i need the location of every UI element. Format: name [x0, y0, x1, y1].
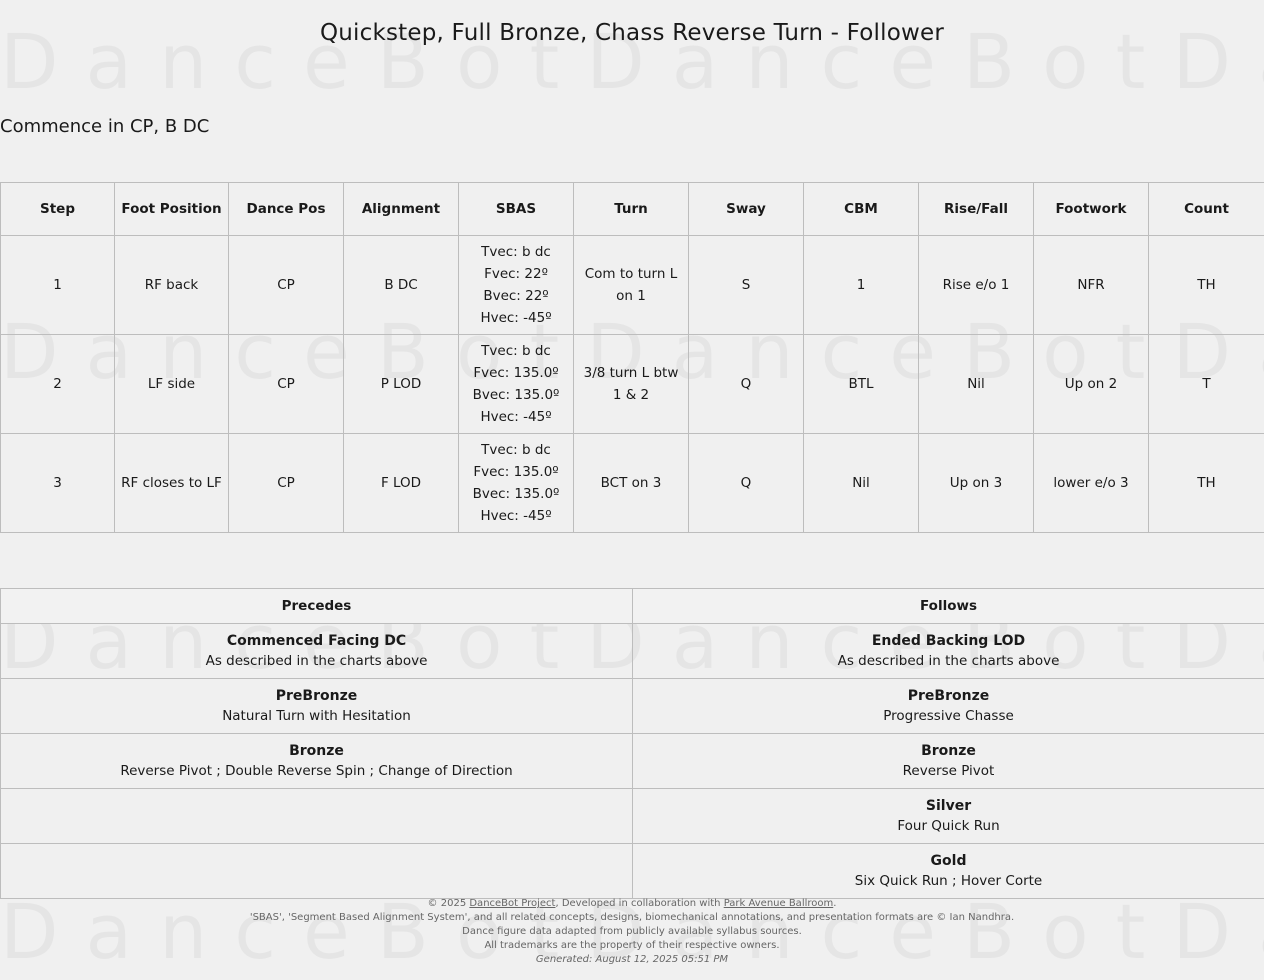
cell-cbm: 1: [804, 236, 919, 335]
precedes-cell: [1, 734, 633, 789]
precedes-level: PreBronze: [2, 686, 631, 706]
header-sbas: SBAS: [459, 183, 574, 236]
footer-generated: Generated: August 12, 2025 05:51 PM: [0, 953, 1264, 967]
sbas-hvec: Hvec: -45º: [463, 406, 569, 428]
follows-level: PreBronze: [634, 686, 1263, 706]
page-title: Quickstep, Full Bronze, Chass Reverse Turn - Follower: [0, 20, 1264, 46]
precedes-figures: As described in the charts above: [2, 651, 631, 671]
header-cbm: CBM: [804, 183, 919, 236]
steps-header-row: [1, 183, 1264, 236]
cell-sbas: [459, 236, 574, 335]
follows-cell: [633, 679, 1264, 734]
precedes-level: Commenced Facing DC: [2, 631, 631, 651]
sbas-bvec: Bvec: 135.0º: [463, 384, 569, 406]
sbas-tvec: Tvec: b dc: [463, 439, 569, 461]
sbas-fvec: Fvec: 135.0º: [463, 362, 569, 384]
cell-pos: CP: [229, 434, 344, 533]
cell-sway: Q: [689, 434, 804, 533]
header-rise-fall: Rise/Fall: [919, 183, 1034, 236]
steps-table: [0, 182, 1264, 533]
cell-rise: Nil: [919, 335, 1034, 434]
precedes-level: Bronze: [2, 741, 631, 761]
follows-figures: As described in the charts above: [634, 651, 1263, 671]
header-follows: Follows: [633, 589, 1264, 624]
follows-level: Gold: [634, 851, 1263, 871]
sbas-tvec: Tvec: b dc: [463, 340, 569, 362]
precedes-cell: [1, 624, 633, 679]
precedes-follows-table: [0, 588, 1264, 899]
cell-turn: Com to turn L on 1: [574, 236, 689, 335]
follows-cell: [633, 624, 1264, 679]
table-row: [1, 789, 1264, 844]
precedes-cell: [1, 679, 633, 734]
sbas-bvec: Bvec: 135.0º: [463, 483, 569, 505]
cell-sway: Q: [689, 335, 804, 434]
footer-copyright-prefix: © 2025: [428, 898, 470, 909]
follows-figures: Four Quick Run: [634, 816, 1263, 836]
cell-cbm: Nil: [804, 434, 919, 533]
cell-count: TH: [1149, 236, 1264, 335]
sbas-hvec: Hvec: -45º: [463, 505, 569, 527]
header-footwork: Footwork: [1034, 183, 1149, 236]
cell-pos: CP: [229, 335, 344, 434]
footer-sbas-notice: 'SBAS', 'Segment Based Alignment System', and all related concepts, designs, biomechanical annotations, and presentation formats are © Ian Nandhra.: [0, 911, 1264, 925]
follows-level: Ended Backing LOD: [634, 631, 1263, 651]
cell-cbm: BTL: [804, 335, 919, 434]
header-precedes: Precedes: [1, 589, 633, 624]
table-row: [1, 844, 1264, 899]
sbas-fvec: Fvec: 135.0º: [463, 461, 569, 483]
header-dance-pos: Dance Pos: [229, 183, 344, 236]
cell-count: T: [1149, 335, 1264, 434]
header-sway: Sway: [689, 183, 804, 236]
follows-cell: [633, 734, 1264, 789]
cell-sway: S: [689, 236, 804, 335]
header-alignment: Alignment: [344, 183, 459, 236]
commence-heading: Commence in CP, B DC: [0, 116, 209, 137]
precedes-figures: Natural Turn with Hesitation: [2, 706, 631, 726]
sbas-fvec: Fvec: 22º: [463, 263, 569, 285]
page-footer: [0, 897, 1264, 967]
cell-rise: Rise e/o 1: [919, 236, 1034, 335]
cell-footwork: Up on 2: [1034, 335, 1149, 434]
footer-trademarks: All trademarks are the property of their respective owners.: [0, 939, 1264, 953]
cell-align: F LOD: [344, 434, 459, 533]
sbas-hvec: Hvec: -45º: [463, 307, 569, 329]
footer-collab-text: , Developed in collaboration with: [555, 898, 723, 909]
cell-foot: RF closes to LF: [115, 434, 229, 533]
follows-figures: Six Quick Run ; Hover Corte: [634, 871, 1263, 891]
cell-turn: 3/8 turn L btw 1 & 2: [574, 335, 689, 434]
footer-data-source: Dance figure data adapted from publicly available syllabus sources.: [0, 925, 1264, 939]
follows-cell: [633, 844, 1264, 899]
sbas-bvec: Bvec: 22º: [463, 285, 569, 307]
cell-turn: BCT on 3: [574, 434, 689, 533]
follows-figures: Progressive Chasse: [634, 706, 1263, 726]
header-turn: Turn: [574, 183, 689, 236]
cell-foot: LF side: [115, 335, 229, 434]
header-count: Count: [1149, 183, 1264, 236]
park-avenue-ballroom-link[interactable]: Park Avenue Ballroom: [724, 898, 834, 909]
precedes-cell: [1, 844, 633, 899]
dancebot-project-link[interactable]: DanceBot Project: [469, 898, 555, 909]
precedes-cell: [1, 789, 633, 844]
precedes-figures: Reverse Pivot ; Double Reverse Spin ; Change of Direction: [2, 761, 631, 781]
cell-count: TH: [1149, 434, 1264, 533]
cell-sbas: [459, 335, 574, 434]
table-row: [1, 679, 1264, 734]
follows-level: Silver: [634, 796, 1263, 816]
table-row: [1, 335, 1264, 434]
table-row: [1, 236, 1264, 335]
follows-level: Bronze: [634, 741, 1263, 761]
table-row: [1, 734, 1264, 789]
footer-copyright: [0, 897, 1264, 911]
cell-align: B DC: [344, 236, 459, 335]
cell-sbas: [459, 434, 574, 533]
sbas-tvec: Tvec: b dc: [463, 241, 569, 263]
footer-period: .: [833, 898, 836, 909]
cell-foot: RF back: [115, 236, 229, 335]
cell-footwork: NFR: [1034, 236, 1149, 335]
cell-step: 3: [1, 434, 115, 533]
cell-footwork: lower e/o 3: [1034, 434, 1149, 533]
cell-pos: CP: [229, 236, 344, 335]
cell-align: P LOD: [344, 335, 459, 434]
header-step: Step: [1, 183, 115, 236]
relations-header-row: [1, 589, 1264, 624]
follows-figures: Reverse Pivot: [634, 761, 1263, 781]
cell-step: 1: [1, 236, 115, 335]
table-row: [1, 624, 1264, 679]
table-row: [1, 434, 1264, 533]
cell-step: 2: [1, 335, 115, 434]
header-foot-position: Foot Position: [115, 183, 229, 236]
follows-cell: [633, 789, 1264, 844]
cell-rise: Up on 3: [919, 434, 1034, 533]
